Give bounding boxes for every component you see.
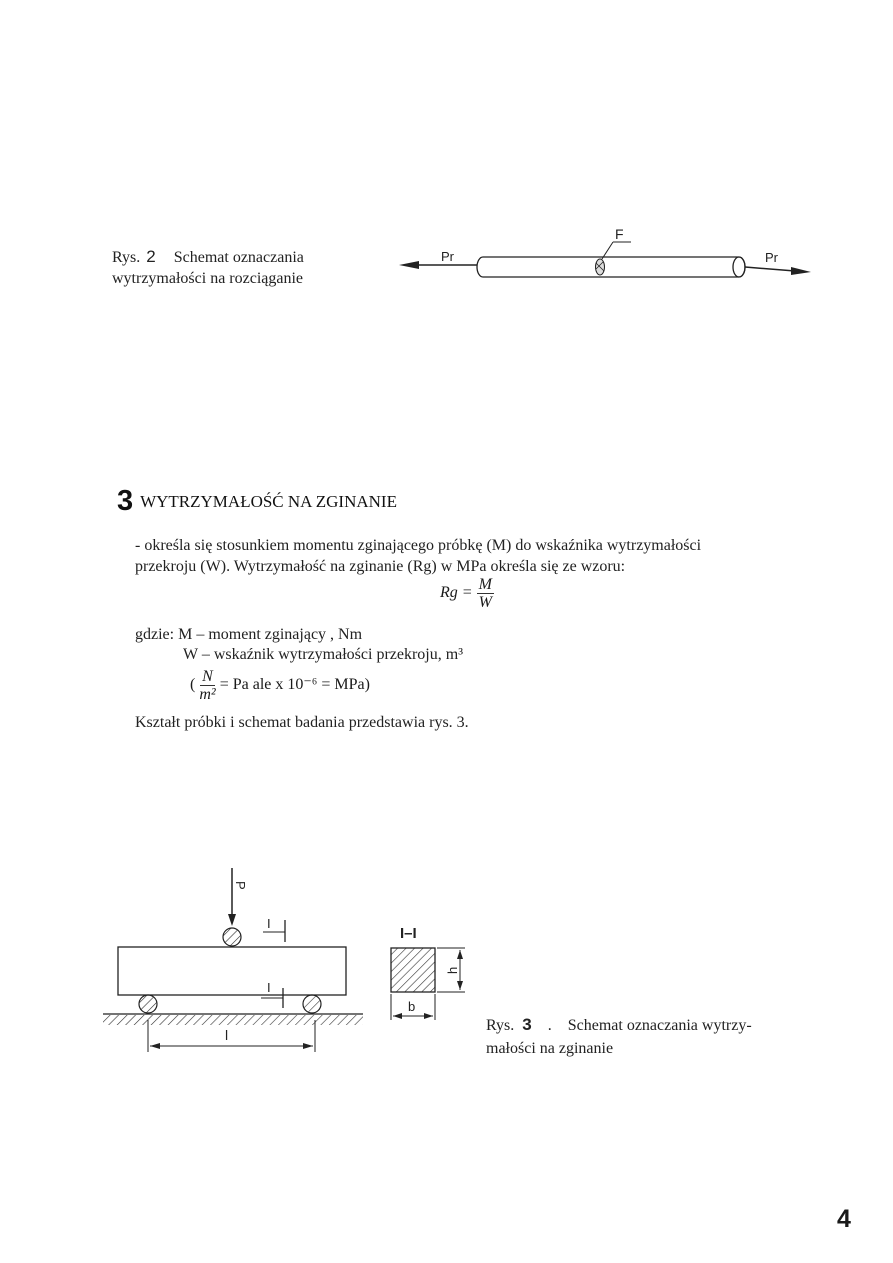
fig3-caption-line1: Schemat oznaczania wytrzy- xyxy=(567,1017,752,1034)
unit-conversion-line xyxy=(190,668,370,703)
formula-lhs: Rg = xyxy=(440,584,473,602)
arrowhead-right-icon xyxy=(791,267,811,275)
ground-hatch xyxy=(103,1015,363,1025)
label-force-right: Pr xyxy=(765,250,778,265)
label-width: b xyxy=(408,999,416,1014)
formula-rg xyxy=(440,576,494,611)
section-number: 3 xyxy=(117,485,134,517)
label-height: h xyxy=(445,966,460,974)
fig2-caption-line2: wytrzymałości na rozciąganie xyxy=(112,270,304,287)
fig3-caption-line2: małości na zginanie xyxy=(486,1040,614,1057)
closing-line: Kształt próbki i schemat badania przedstawia rys. 3. xyxy=(135,714,469,731)
where-line: gdzie: M – moment zginający , Nm xyxy=(135,626,363,643)
load-arrowhead-icon xyxy=(228,914,236,926)
fig2-tension-diagram xyxy=(395,215,815,295)
unit-numerator: N xyxy=(202,668,213,685)
arrowhead-left-icon xyxy=(399,261,419,269)
load-roller xyxy=(223,928,241,946)
force-arrow-right xyxy=(745,267,795,271)
fig3-caption-prefix: Rys. xyxy=(486,1017,515,1034)
formula-numerator: M xyxy=(478,576,492,593)
unit-open-paren: ( xyxy=(190,676,196,694)
support-roller-left xyxy=(139,995,157,1013)
label-section: I–I xyxy=(400,925,417,942)
specimen-rod xyxy=(477,257,745,277)
fig2-caption xyxy=(112,246,304,289)
page-number: 4 xyxy=(837,1205,851,1233)
unit-fraction xyxy=(199,668,215,703)
unit-denominator: m² xyxy=(199,686,216,703)
beam-specimen xyxy=(118,947,346,995)
section-marker-bottom: I xyxy=(267,980,271,995)
fig3-caption-separator: . xyxy=(547,1017,552,1034)
formula-fraction xyxy=(477,576,494,611)
section-marker-top: I xyxy=(267,916,271,931)
fig2-caption-line1: Schemat oznaczania xyxy=(173,249,304,266)
fig2-caption-prefix: Rys. xyxy=(112,249,141,266)
cross-section-rect xyxy=(391,948,435,992)
section-heading xyxy=(117,485,397,518)
rod-end-right xyxy=(733,257,745,277)
fig3-bending-diagram xyxy=(95,860,480,1060)
fig3-caption xyxy=(486,1013,752,1060)
fig3-caption-number: 3 xyxy=(522,1015,532,1034)
body-line-2: przekroju (W). Wytrzymałość na zginanie (Rg) w MPa określa się ze wzoru: xyxy=(135,558,626,575)
unit-rest: = Pa ale x 10⁻⁶ = MPa) xyxy=(219,676,370,694)
section-title: WYTRZYMAŁOŚĆ NA ZGINANIE xyxy=(140,492,397,511)
support-roller-right xyxy=(303,995,321,1013)
label-area: F xyxy=(615,226,624,242)
label-force-left: Pr xyxy=(441,249,454,264)
formula-denominator: W xyxy=(478,594,492,611)
w-definition-line: W – wskaźnik wytrzymałości przekroju, m³ xyxy=(183,646,463,663)
label-span: l xyxy=(225,1027,229,1043)
fig2-caption-number: 2 xyxy=(146,247,156,266)
body-line-1: - określa się stosunkiem momentu zginającego próbkę (M) do wskaźnika wytrzymałości xyxy=(135,537,702,554)
label-load: P xyxy=(233,881,248,890)
